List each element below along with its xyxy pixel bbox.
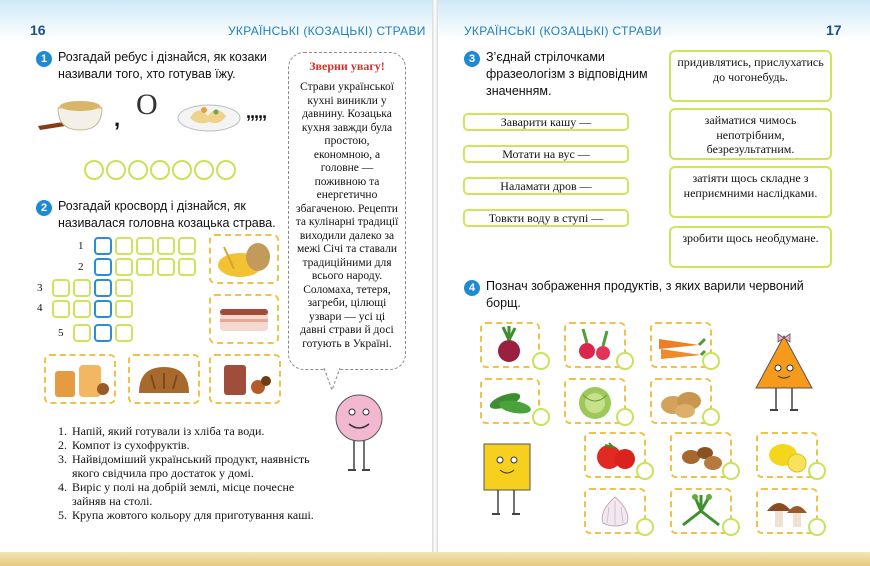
task-1-text: Розгадай ребус і дізнайся, як козаки називали того, хто готував їжу.: [58, 50, 267, 81]
bubble-tail-icon: [322, 368, 342, 392]
crossword-cell[interactable]: [52, 279, 70, 297]
product-checkbox[interactable]: [532, 352, 550, 370]
phrase-3[interactable]: Наламати дров —: [463, 177, 629, 195]
phrase-2[interactable]: Мотати на вус —: [463, 145, 629, 163]
crossword-cell[interactable]: [115, 237, 133, 255]
crossword-row-number-4: 4: [37, 302, 43, 314]
answer-cell-5[interactable]: [172, 160, 192, 180]
page-number-left: 16: [30, 22, 46, 38]
crossword-cell[interactable]: [94, 279, 112, 297]
crossword-cell[interactable]: [115, 258, 133, 276]
answer-cell-7[interactable]: [216, 160, 236, 180]
meaning-4[interactable]: зробити щось необдумане.: [669, 226, 832, 268]
note-text: Страви української кухні виникли у давнину. Козацька кухня завжди була простою, економною, а головне — поживною та енергетично збагаченою. Рецепти та кулінарні традиції виходили далеко за межі Січі та ставали традиційними для всього народу. Соломаха, тетеря, загреби, цілющі узвари — усі ці давні страви й досі готують в Україні.: [295, 81, 399, 350]
product-checkbox[interactable]: [616, 408, 634, 426]
task-number-1: 1: [36, 51, 52, 67]
crossword-row-number-5: 5: [58, 327, 64, 339]
crossword-cell[interactable]: [73, 279, 91, 297]
crossword-cell[interactable]: [136, 258, 154, 276]
answer-cell-6[interactable]: [194, 160, 214, 180]
page-fold: [432, 0, 438, 566]
running-title-right: УКРАЇНСЬКІ (КОЗАЦЬКІ) СТРАВИ: [464, 24, 662, 38]
product-checkbox[interactable]: [722, 462, 740, 480]
salo-icon: [209, 294, 279, 344]
product-checkbox[interactable]: [808, 518, 826, 536]
rebus-comma: ,: [114, 106, 121, 131]
millet-icon: [209, 234, 279, 284]
meaning-3[interactable]: затіяти щось складне з неприємними наслідками.: [669, 166, 832, 218]
clue-item: 3. Найвідоміший український продукт, наявність якого свідчила про достаток у домі.: [58, 452, 310, 480]
beet-icon: [480, 322, 540, 368]
crossword-cell[interactable]: [73, 324, 91, 342]
crossword-row-number-2: 2: [78, 261, 84, 273]
answer-cell-3[interactable]: [128, 160, 148, 180]
meaning-1[interactable]: придивлятись, прислухатись до чогонебудь.: [669, 50, 832, 102]
crossword-cell[interactable]: [178, 237, 196, 255]
task-number-2: 2: [36, 200, 52, 216]
crossword-cell[interactable]: [94, 258, 112, 276]
clue-item: 5. Крупа жовтого кольору для приготування каші.: [58, 508, 314, 522]
answer-cell-4[interactable]: [150, 160, 170, 180]
product-checkbox[interactable]: [616, 352, 634, 370]
crossword-cell[interactable]: [157, 258, 175, 276]
crossword-cell[interactable]: [136, 237, 154, 255]
task-number-3: 3: [464, 51, 480, 67]
task-number-4: 4: [464, 280, 480, 296]
crossword-cell[interactable]: [157, 237, 175, 255]
crossword-cell[interactable]: [178, 258, 196, 276]
phrase-1[interactable]: Заварити кашу —: [463, 113, 629, 131]
crossword-cell[interactable]: [73, 300, 91, 318]
circle-character-icon: [334, 392, 384, 476]
crossword-cell[interactable]: [115, 279, 133, 297]
cucumber-icon: [480, 378, 540, 424]
clue-item: 4. Виріс у полі на добрій землі, місце почесне зайняв на столі.: [58, 480, 295, 508]
square-character-icon: [480, 440, 536, 520]
clue-item: 2. Компот із сухофруктів.: [58, 438, 190, 452]
task-4-text: Познач зображення продуктів, з яких варили червоний борщ.: [486, 279, 804, 310]
crossword-cell[interactable]: [94, 324, 112, 342]
product-checkbox[interactable]: [636, 462, 654, 480]
phrase-4[interactable]: Товкти воду в ступі —: [463, 209, 629, 227]
porridge-icon: [36, 90, 108, 136]
meaning-2[interactable]: займатися чимось непотрібним, безрезультатним.: [669, 108, 832, 160]
crossword-cell[interactable]: [94, 237, 112, 255]
answer-cell-1[interactable]: [84, 160, 104, 180]
dumplings-icon: [176, 92, 242, 136]
triangle-character-icon: [752, 330, 816, 416]
crossword-cell[interactable]: [52, 300, 70, 318]
rebus-letter: О: [136, 88, 158, 121]
product-checkbox[interactable]: [532, 408, 550, 426]
kvass-icon: [44, 354, 116, 404]
task-2-text: Розгадай кросворд і дізнайся, як називалася головна козацька страва.: [58, 199, 276, 230]
note-title: Зверни увагу!: [309, 59, 385, 73]
crossword-clues: [58, 424, 320, 522]
crossword-row-number-3: 3: [37, 282, 43, 294]
crossword-row-number-1: 1: [78, 240, 84, 252]
footer-band: [0, 552, 870, 566]
product-checkbox[interactable]: [808, 462, 826, 480]
bread-icon: [128, 354, 200, 404]
product-checkbox[interactable]: [702, 352, 720, 370]
clue-item: 1. Напій, який готували із хліба та води.: [58, 424, 265, 438]
crossword-cell[interactable]: [115, 324, 133, 342]
rebus-commas: ,,,,,: [246, 102, 267, 122]
page-number-right: 17: [826, 22, 842, 38]
product-checkbox[interactable]: [702, 408, 720, 426]
crossword-cell[interactable]: [115, 300, 133, 318]
uzvar-icon: [209, 354, 281, 404]
product-checkbox[interactable]: [722, 518, 740, 536]
product-checkbox[interactable]: [636, 518, 654, 536]
answer-cell-2[interactable]: [106, 160, 126, 180]
task-3-text: З’єднай стрілочками фразеологізм з відповідним значенням.: [486, 50, 648, 98]
running-title-left: УКРАЇНСЬКІ (КОЗАЦЬКІ) СТРАВИ: [228, 24, 426, 38]
crossword-cell[interactable]: [94, 300, 112, 318]
note-bubble: [288, 52, 406, 370]
